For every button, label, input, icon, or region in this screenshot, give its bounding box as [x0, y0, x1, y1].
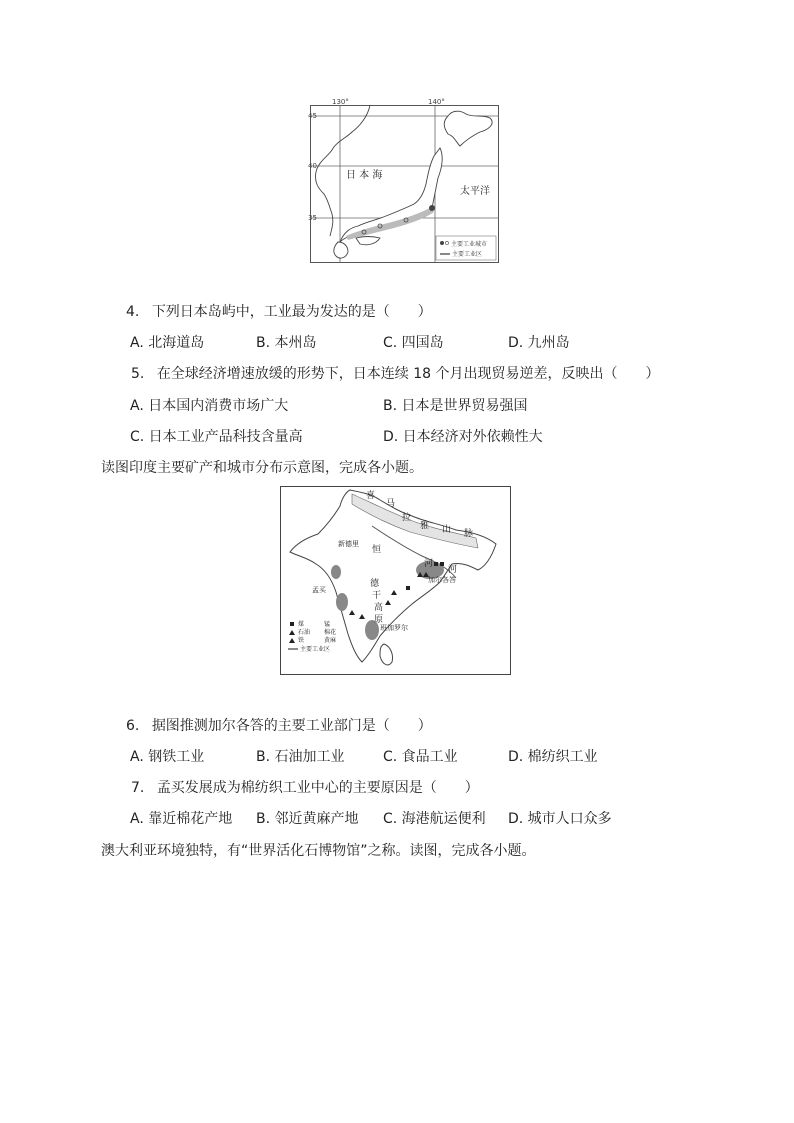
- legend-item: 棉花: [324, 629, 337, 636]
- lat-label: 45: [308, 112, 317, 120]
- question-text: 下列日本岛屿中，工业最为发达的是（ ）: [151, 304, 432, 320]
- mountain-char: 雅: [420, 521, 430, 531]
- question-text: 在全球经济增速放缓的形势下，日本连续 18 个月出现贸易逆差，反映出（ ）: [156, 366, 660, 382]
- option-c: C. 海港航运便利: [383, 811, 486, 827]
- option-d: D. 城市人口众多: [508, 811, 612, 827]
- mountain-char: 山: [442, 525, 452, 535]
- question-number: 7.: [131, 780, 145, 796]
- plateau-char: 德: [370, 579, 380, 589]
- option-b: B. 石油加工业: [256, 749, 345, 765]
- river-char: 河: [448, 565, 458, 575]
- japan-map: [310, 96, 502, 263]
- question-6-stem: [126, 717, 432, 735]
- sea-label: 日 本 海: [346, 170, 383, 181]
- option-d: D. 日本经济对外依赖性大: [383, 429, 543, 445]
- city-label: 孟买: [312, 586, 326, 594]
- plateau-char: 原: [374, 615, 384, 625]
- mountain-char: 拉: [402, 513, 412, 523]
- option-a: A. 日本国内消费市场广大: [130, 398, 289, 414]
- legend-item: 锰: [324, 621, 331, 628]
- question-number: 5.: [131, 366, 145, 382]
- question-number: 6.: [126, 718, 140, 734]
- plateau-char: 干: [372, 591, 382, 601]
- question-text: 据图推测加尔各答的主要工业部门是（ ）: [151, 718, 432, 734]
- option-c: C. 四国岛: [383, 335, 444, 351]
- city-label: 班加罗尔: [380, 624, 408, 632]
- option-b: B. 日本是世界贸易强国: [383, 398, 528, 414]
- legend-item: 煤: [298, 621, 305, 628]
- option-b: B. 邻近黄麻产地: [256, 811, 359, 827]
- option-d: D. 棉纺织工业: [508, 749, 598, 765]
- question-number: 4.: [126, 304, 140, 320]
- ocean-label: 太平洋: [460, 186, 490, 197]
- lat-label: 35: [308, 214, 317, 222]
- option-a: A. 钢铁工业: [130, 749, 205, 765]
- question-5-stem: [131, 365, 660, 383]
- river-char: 恒: [372, 545, 382, 555]
- option-b: B. 本州岛: [256, 335, 317, 351]
- legend-item: 石油: [298, 629, 311, 636]
- legend-zone: 主要工业区: [452, 251, 483, 258]
- plateau-char: 高: [374, 603, 384, 613]
- river-char: 河: [424, 559, 434, 569]
- question-7-stem: [131, 779, 479, 797]
- option-c: C. 日本工业产品科技含量高: [130, 429, 303, 445]
- mountain-char: 马: [386, 499, 396, 509]
- intro-australia: 澳大利亚环境独特，有“世界活化石博物馆”之称。读图，完成各小题。: [101, 843, 536, 859]
- option-a: A. 靠近棉花产地: [130, 811, 233, 827]
- legend-item: 主要工业区: [300, 646, 331, 653]
- mountain-char: 喜: [366, 491, 376, 501]
- question-4-stem: [126, 303, 432, 321]
- city-label: 加尔各答: [428, 576, 456, 584]
- lon-label: 140°: [428, 98, 445, 106]
- legend-item: 黄麻: [324, 637, 337, 644]
- india-map: [280, 486, 512, 676]
- city-label: 新德里: [338, 540, 359, 548]
- question-text: 孟买发展成为棉纺织工业中心的主要原因是（ ）: [156, 780, 479, 796]
- option-d: D. 九州岛: [508, 335, 570, 351]
- legend-item: 铁: [298, 637, 305, 644]
- option-c: C. 食品工业: [383, 749, 458, 765]
- lon-label: 130°: [332, 98, 349, 106]
- mountain-char: 脉: [464, 529, 474, 539]
- intro-india: 读图印度主要矿产和城市分布示意图，完成各小题。: [101, 460, 423, 476]
- option-a: A. 北海道岛: [130, 335, 205, 351]
- legend-city: 主要工业城市: [451, 241, 488, 248]
- lat-label: 40: [308, 162, 317, 170]
